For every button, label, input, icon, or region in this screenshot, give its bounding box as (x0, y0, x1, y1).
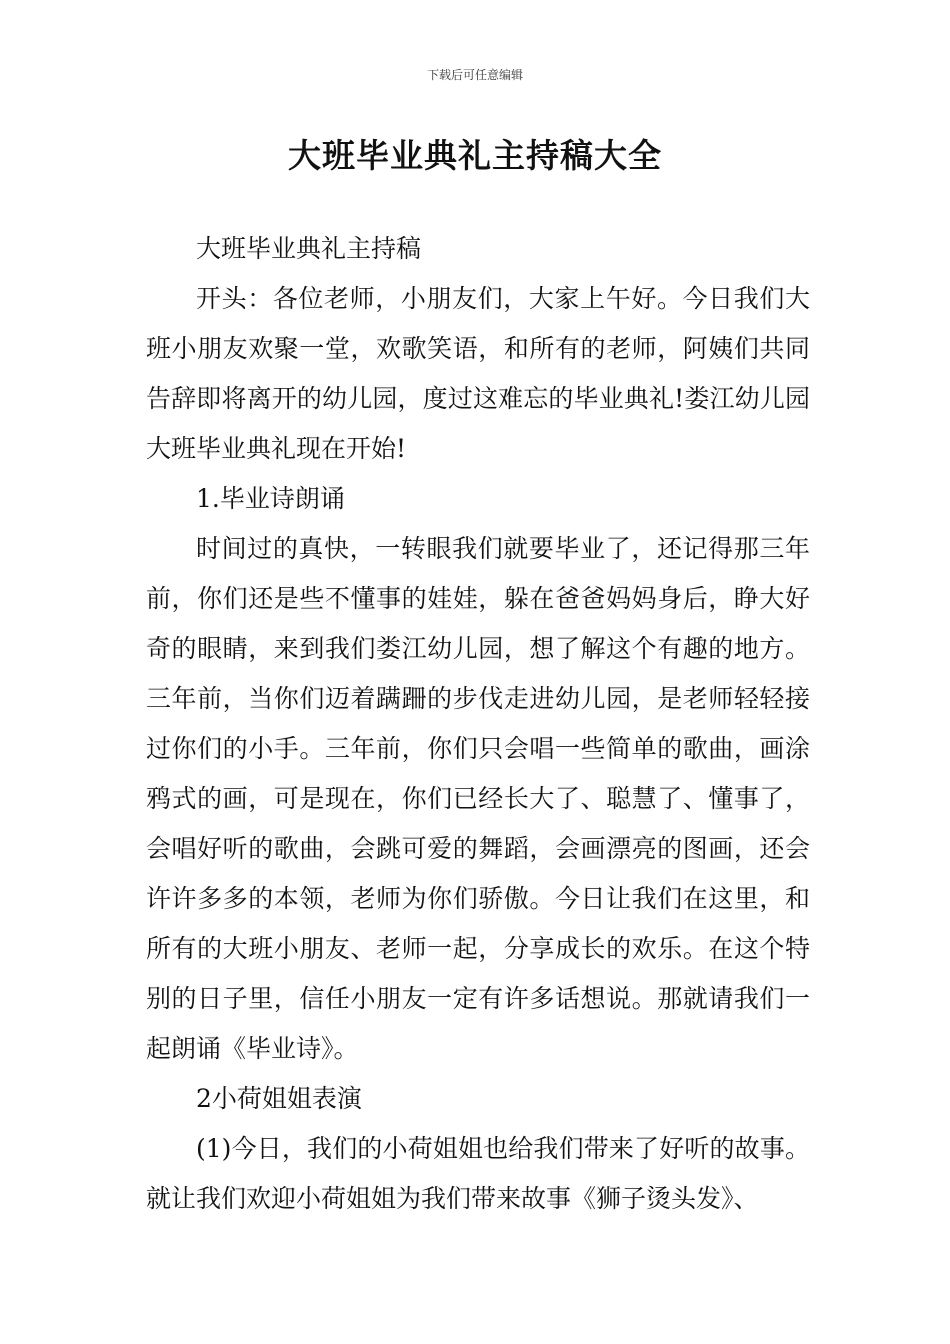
paragraph-section-1-body: 时间过的真快，一转眼我们就要毕业了，还记得那三年前，你们还是些不懂事的娃娃，躲在爸爸妈妈身后，睁大好奇的眼睛，来到我们娄江幼儿园，想了解这个有趣的地方。三年前，当你们迈着蹒跚的步伐走进幼儿园，是老师轻轻接过你们的小手。三年前，你们只会唱一些简单的歌曲，画涂鸦式的画，可是现在，你们已经长大了、聪慧了、懂事了，会唱好听的歌曲，会跳可爱的舞蹈，会画漂亮的图画，还会许许多多的本领，老师为你们骄傲。今日让我们在这里，和所有的大班小朋友、老师一起，分享成长的欢乐。在这个特别的日子里，信任小朋友一定有许多话想说。那就请我们一起朗诵《毕业诗》。 (146, 534, 810, 1063)
paragraph-section-1-heading: 1.毕业诗朗诵 (196, 484, 345, 513)
paragraph-section-2-body: (1)今日，我们的小荷姐姐也给我们带来了好听的故事。就让我们欢迎小荷姐姐为我们带来故事《狮子烫头发》、 (146, 1134, 810, 1213)
header-note: 下载后可任意编辑 (426, 68, 523, 82)
document-body (146, 224, 810, 1224)
paragraph-subtitle: 大班毕业典礼主持稿 (196, 234, 422, 263)
paragraph-section-2-heading: 2小荷姐姐表演 (196, 1084, 362, 1113)
paragraph-opening: 开头：各位老师，小朋友们，大家上午好。今日我们大班小朋友欢聚一堂，欢歌笑语，和所有的老师，阿姨们共同告辞即将离开的幼儿园，度过这难忘的毕业典礼!娄江幼儿园大班毕业典礼现在开始! (146, 284, 810, 463)
document-title: 大班毕业典礼主持稿大全 (288, 136, 662, 175)
